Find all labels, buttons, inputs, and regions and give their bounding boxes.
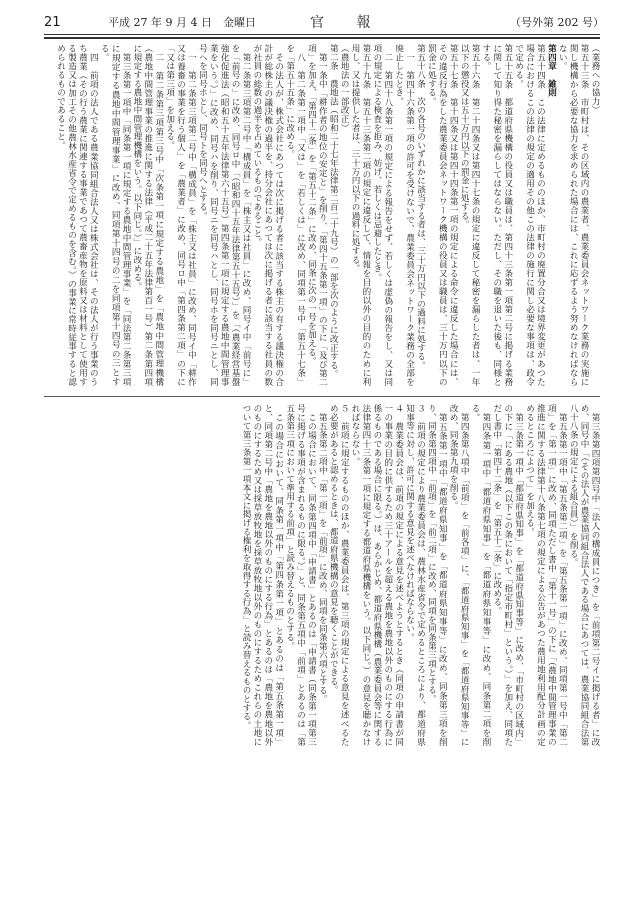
paragraph: ４ 農業委員会は、前項の規定による意見を述べようとするとき（同項の申請書が同一の事業の目的に供するため三十アールを超える農地を農地以外のものにする行為に係るものである場合に限る。）は、あらかじめ、都道府県機構（農業委員会等に関する法律第四十三条第一項に規定する都道府県機構をいう。以下同じ。）の意見を聴かなければならない。 xyxy=(350,404,404,746)
paragraph: この場合において、同条第一項中「第四条第一項」とあるのは「第五条第一項」と、同項第二号中「農地を農地以外のものにする行為」とあるのは「農地を農地以外のものにするため又は採草放牧地を採草放牧地以外のものにするためこれらの土地について第三条第一項本文に掲げる権利を取得する行為」と読み替えるものとする。 xyxy=(241,404,284,746)
header-rule-thick xyxy=(44,37,600,39)
bottom-tier xyxy=(44,404,600,746)
paragraph: 四 前項の法人である農業協同組合法人又は株式会社は、その法人が行う事業のうち農業（その行う農業に関連する事業であつて農畜産物を原料又は材料として使用する製造又は加工その他農林水産省令で定めるものを含む。）の事業に常時従事すると認められるものであること。 xyxy=(55,44,99,386)
page-header xyxy=(0,0,630,40)
paragraph: 第五条第一項中「第五条第二項」を「第五条第一項」に改め、同項第一号中「第二項」を「第一項」に改め、同項ただし書中「第十一号」の下に「（農地中間管理事業の推進に関する法律第十八条第七項の規定による公告があつた農用地利用配分計画の定めるところによつて」を加える。 xyxy=(524,404,568,746)
paragraph: （業務への協力） xyxy=(590,44,600,115)
issue-number: （号外第 202 号） xyxy=(510,16,604,29)
gazette-title: 官 報 xyxy=(310,15,385,31)
paragraph: 第五十四条 この法律に定めるもののほか、市町村の廃置分合又は境界変更があつた場合におけるこの法律の規定の適用その他この法律の施行に関し必要な事項は、政令で定める。 xyxy=(513,44,546,386)
chapter-heading: 第四章 雑則 xyxy=(546,44,557,97)
paragraph: 第二条 農地法（昭和二十七年法律第二百二十九号）の一部を次のように改正する。 xyxy=(328,44,339,379)
paragraph: この場合において、同条第四項中「申請書」とあるのは「申請書（同条第一項第三号に掲げる事項が含まれるものに限る。）」と、同条第五項中「前項」とあるのは「第五条第三項において準用する前項」と読み替えるものとする。 xyxy=(284,404,317,746)
publication-date: 平成 27 年 9 月 4 日 金曜日 xyxy=(108,16,256,29)
bottom-tier-text xyxy=(44,404,600,746)
paragraph: 第三条第一項中「都道府県知事」を「都道府県知事等」に改め、「市町村の区域内」の下に「にある農地（以下この条において「指定市町村」という。）」を加え、同項ただし書中「第四十二条」を「第五十二条」に改める。 xyxy=(491,404,524,746)
paragraph: 第五十九条 第五十三条第二項の規定に違反して、情報を目的以外の目的のために利用し、又は提供した者は、三十万円以下の過料に処する。 xyxy=(350,44,371,386)
paragraph: 二 第四十八条第一項の規定による報告をせず、若しくは虚偽の報告をし、又は同項の規定による検査を拒み、妨げ、若しくは忌避したとき。 xyxy=(371,44,393,386)
top-tier xyxy=(44,44,600,386)
page-number: 21 xyxy=(44,15,61,30)
paragraph: その法人が、株式会社にあつては次に掲げる者に該当する株主の有する議決権の合計が総株主の議決権の過半を、持分会社にあつては次に掲げる者に該当する社員の数が社員の総数の過半を占めているものであること。 xyxy=(251,44,284,386)
paragraph: 第四条第八項中「前項」を「前各項」に、「都道府県知事」を「都道府県知事等」に改め、同条第九項を削る。 xyxy=(448,404,470,746)
paragraph: ３ 前項の規定により農業委員会は、農林水産省令で定めるところにより、都道府県知事等に対し、許可に関する意見を述べなければならない。 xyxy=(404,404,426,746)
paragraph: 第四条第一項中「都道府県知事」を「都道府県知事等」に改め、同条第二項を削る。 xyxy=(470,404,491,746)
header-rule xyxy=(44,34,600,35)
paragraph: 第五十三条 市町村は、その区域内の農業者、農業委員会ネットワーク業務の実施に関し機構から必要な協力を求められた場合には、これに応ずるよう努めなければならない。 xyxy=(557,44,590,386)
paragraph: 第五条第二項中「第一項」を「前項」に改め、同項を同条第六項とする。 xyxy=(317,412,328,703)
paragraph: 二 第二条第三項第三号中「次条第一項に規定する農地」を「農地中間管理機構（農地中間管理事業の推進に関する法律（平成二十五年法律第百一号）第二条第四項に規定する農地中間管理機構をいう。以下同じ。）」に改める。 xyxy=(131,44,164,386)
section-heading: （農地法の一部改正） xyxy=(339,44,350,132)
paragraph: 第五条第一項中「都道府県知事」を「都道府県知事等」に改め、同条第三項を削り、同条第四項中「前項」を「前二項」に改め、同項を同条第三項とする。 xyxy=(426,404,448,746)
paragraph: 第一条中「耕作者の地位の安定と」を削り、「第四十五条第一項」の下に「及び第二項」を加え、「第四十二条」を「第五十二条」に改め、同条に次の一号を加える。 xyxy=(306,44,328,386)
paragraph: 八 第二条第一項中「又は」を「若しくは」に改め、同項第一号中「第五十七条」を「第五十五条」に改める。 xyxy=(284,44,306,386)
paragraph: 第三条第四項第四号中「法人の構成員につき」を「前項第二号イに掲げる者」に改め、同号中「（その法人が農業協同組合法人である場合にあつては、農業協同組合法第八十八条の規定による組合員）」を削る。 xyxy=(568,404,600,746)
paragraph: 第三条第一項中「同条第一項に規定する農地中間管理事業」を「同法第二条第三項に規定する農地中間管理事業」に改め、同項第十四号の二を同項第十四号の三とする。 xyxy=(99,44,132,386)
tier-divider xyxy=(44,396,600,397)
paragraph: 一 第四十六条第一項の許可を受けないで、農業委員会ネットワーク業務の全部を廃止したとき。 xyxy=(393,44,415,386)
paragraph: 第五十七条 第十四条又は第四十四条第一項の規定による命令に違反した場合には、その違反行為をした農業委員会ネットワーク機構の役員又は職員は、三十万円以下の罰金に処する。 xyxy=(426,44,459,386)
top-tier-text xyxy=(44,44,600,386)
paragraph: 第五十五条 都道府県機構の役員又は職員は、第四十三条第一項第二号に掲げる業務に関して知り得た秘密を漏らしてはならない。ただし、その職を退いた後も、同様とする。 xyxy=(480,44,513,386)
paragraph: 第五十六条 第二十四条又は第四十七条の規定に違反して秘密を漏らした者は、一年以下の懲役又は五十万円以下の罰金に処する。 xyxy=(459,44,481,386)
paragraph: 一 第二条第三項第二号中「構成員」を「株主又は社員」に改め、同号イ中「耕作又は養畜の事業を行う個人」を「農業者」に改め、同号ロ中「第四条第二項」の下に「又は第三項」を加える。 xyxy=(164,44,197,386)
paragraph: 第五十八条 次の各号のいずれかに該当する者は、三十万円以下の過料に処する。 xyxy=(415,44,426,370)
paragraph: ５ 前項に規定するもののほか、農業委員会は、第三項の規定による意見を述べるため必要があると認めるときは、都道府県機構の意見を聴くことができる。 xyxy=(328,404,350,746)
paragraph: 第二条第三項第二号中「構成員」を「株主又は社員」に改め、同号イ中「前号に」を「前号の」に改め、同号ロ中「（昭和四十五年法律第五十五号）」を「（農業経営基盤強化促進法（昭和五十五年法律第六十五号）第四条第一項に規定する農地中間管理事業をいう。）」に改め、同号ハを削り、同号ニを同号ハとし、同号ホを同号ニとし、同号ヘを同号ホとし、同号トを同号ヘとする。 xyxy=(197,44,251,386)
